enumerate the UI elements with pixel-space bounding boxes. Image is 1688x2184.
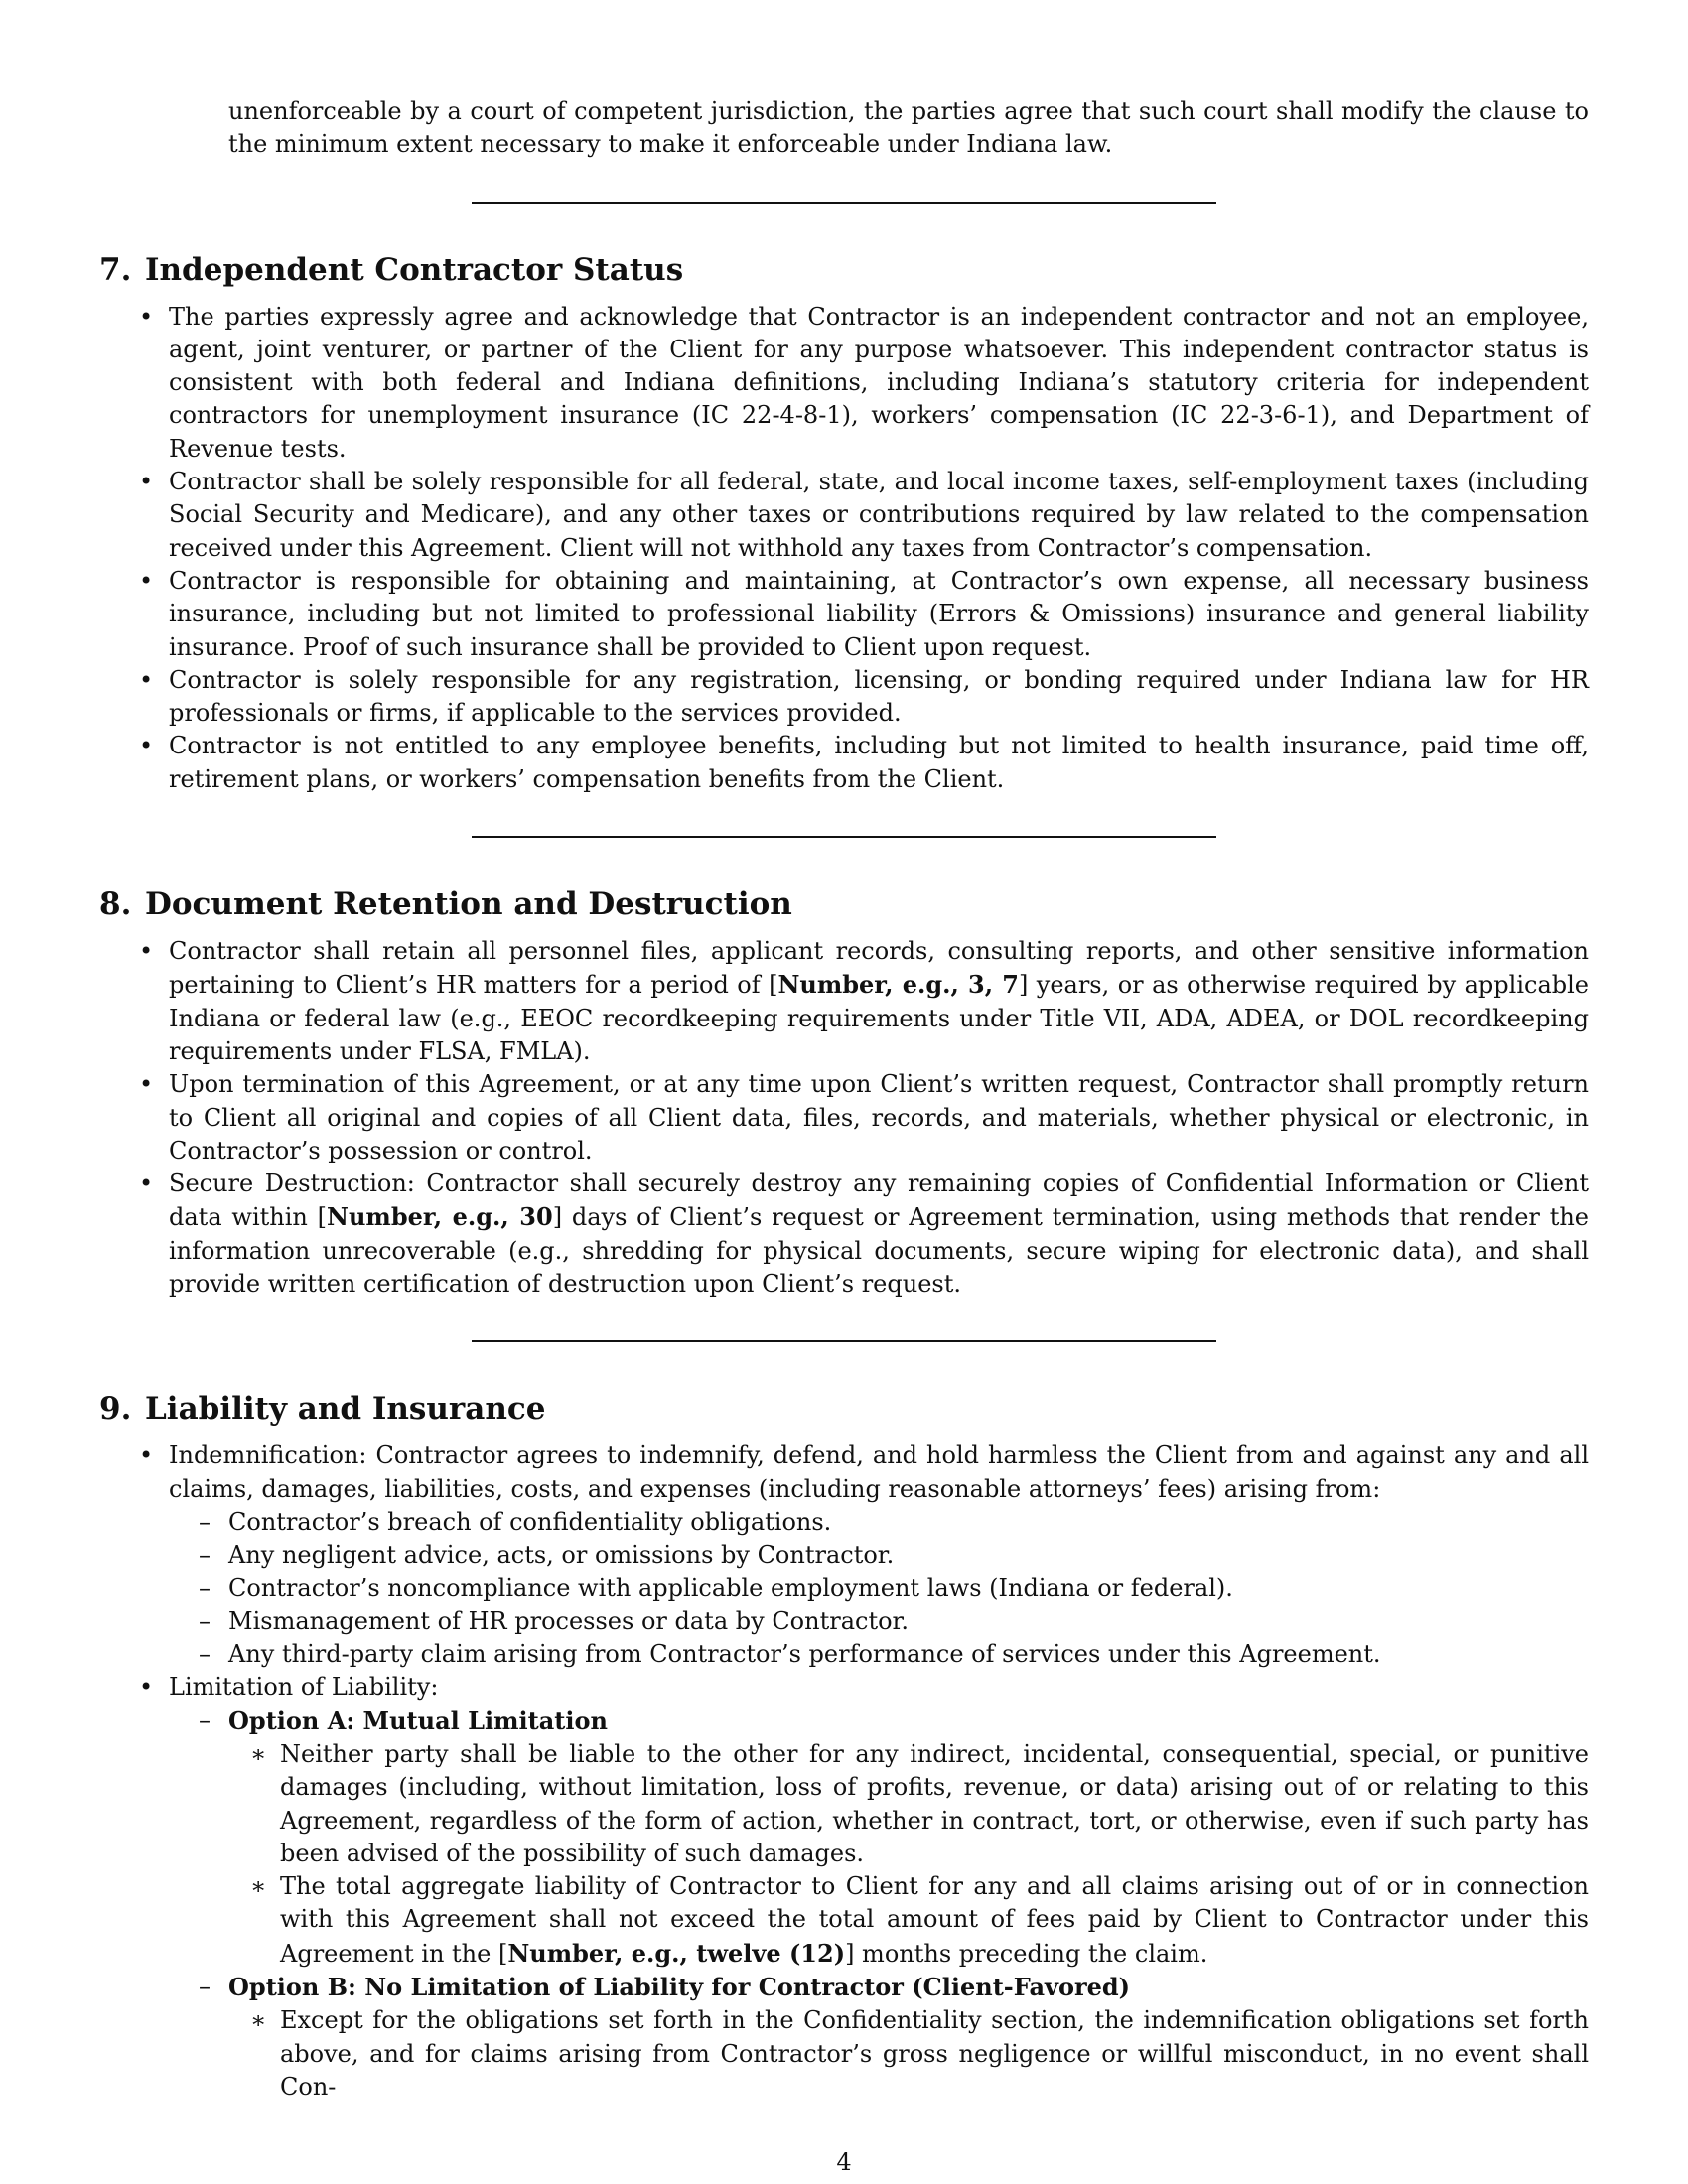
list-item-text: Contractor is not entitled to any employee benefits, including but not limited to health insurance, paid time off, retirement plans, or workers’ compensation benefits from the Client.	[169, 732, 1589, 793]
section-divider	[472, 1340, 1216, 1342]
bullet-marker: •	[139, 1441, 154, 1470]
bullet-marker: •	[139, 302, 154, 331]
bullet-marker: •	[139, 665, 154, 694]
limitation-sublist	[169, 1705, 1589, 2105]
list-item	[99, 301, 1589, 466]
section-number: 8.	[99, 887, 132, 923]
bullet-marker: •	[139, 566, 154, 595]
list-item-text: Upon termination of this Agreement, or at any time upon Client’s written request, Contractor shall promptly return to Client all original and copies of all Client data, files, records, and materials, whether physical or electronic, in Contractor’s possession or control.	[169, 1070, 1589, 1164]
sub-list-item	[169, 1506, 1589, 1539]
asterisk-marker: ∗	[250, 2006, 267, 2035]
section-number: 9.	[99, 1391, 132, 1428]
sub-sub-list-item	[228, 2004, 1589, 2104]
section-title: Liability and Insurance	[145, 1391, 546, 1428]
list-item-text: Contractor shall be solely responsible for all federal, state, and local income taxes, self-employment taxes (including Social Security and Medicare), and any other taxes or contributions required by law related to the compensation received under this Agreement. Client will not withhold any taxes from Contractor’s compensation.	[169, 468, 1589, 562]
option-b	[169, 1971, 1589, 2104]
sub-list-item	[169, 1572, 1589, 1605]
section-divider	[472, 836, 1216, 838]
option-a	[169, 1705, 1589, 1971]
option-a-title: Option A: Mutual Limitation	[228, 1706, 608, 1735]
section-9-list	[99, 1439, 1589, 2104]
placeholder-text: Number, e.g., 3, 7	[777, 970, 1019, 1000]
dash-marker: –	[199, 1541, 211, 1570]
section-number: 7.	[99, 251, 132, 288]
option-a-sublist	[228, 1738, 1589, 1971]
list-item-text: Contractor is responsible for obtaining and maintaining, at Contractor’s own expense, all necessary business insurance, including but not limited to professional liability (Errors & Omissions) insurance and general liability insurance. Proof of such insurance shall be provided to Client upon request.	[169, 566, 1589, 661]
sub-list-item-text: Any negligent advice, acts, or omissions by Contractor.	[228, 1541, 895, 1570]
section-title: Independent Contractor Status	[145, 251, 684, 288]
bullet-marker: •	[139, 732, 154, 760]
sub-sub-list-item-text: Except for the obligations set forth in the Confidentiality section, the indemnification obligations set forth above, and for claims arising from Contractor’s gross negligence or willful misconduct, in no event shall Con-	[280, 2006, 1589, 2101]
sub-list-item-text: Any third-party claim arising from Contractor’s performance of services under this Agreement.	[228, 1640, 1381, 1669]
section-8-list	[99, 935, 1589, 1300]
sub-list-item	[169, 1539, 1589, 1571]
bullet-marker: •	[139, 1070, 154, 1099]
list-item	[99, 565, 1589, 664]
list-item	[99, 935, 1589, 1068]
list-item	[99, 1167, 1589, 1300]
list-item	[99, 1068, 1589, 1167]
section-9-heading	[99, 1390, 1589, 1428]
placeholder-text: Number, e.g., 30	[327, 1202, 553, 1232]
bullet-marker: •	[139, 1673, 154, 1702]
sub-sub-list-item-text: ] months preceding the claim.	[845, 1939, 1208, 1968]
bullet-marker: •	[139, 1169, 154, 1198]
dash-marker: –	[199, 1573, 211, 1602]
section-7-list	[99, 301, 1589, 796]
bullet-marker: •	[139, 468, 154, 496]
sub-sub-list-item-text: The total aggregate liability of Contractor to Client for any and all claims arising out of or in connection with this Agreement shall not exceed the total amount of fees paid by Client to Contractor under this Agreement in the [	[280, 1872, 1589, 1968]
sub-sub-list-item	[228, 1738, 1589, 1870]
list-item-text: Secure Destruction: Contractor shall securely destroy any remaining copies of Confidential Information or Client data within [	[169, 1169, 1589, 1232]
sub-list-item-text: Contractor’s breach of confidentiality obligations.	[228, 1507, 832, 1536]
list-item-text: Indemnification: Contractor agrees to indemnify, defend, and hold harmless the Client from and against any and all claims, damages, liabilities, costs, and expenses (including reasonable attorneys’ fees) arising from:	[169, 1441, 1589, 1503]
asterisk-marker: ∗	[250, 1739, 267, 1768]
document-page	[99, 95, 1589, 2104]
option-b-sublist	[228, 2004, 1589, 2104]
list-item	[99, 466, 1589, 565]
option-b-title: Option B: No Limitation of Liability for Contractor (Client-Favored)	[228, 1973, 1131, 2002]
list-item-text: Limitation of Liability:	[169, 1673, 439, 1702]
asterisk-marker: ∗	[250, 1872, 267, 1901]
dash-marker: –	[199, 1973, 211, 2001]
list-item-text: ] days of Client’s request or Agreement termination, using methods that render the information unrecoverable (e.g., shredding for physical documents, secure wiping for electronic data), and shall provide written certification of destruction upon Client’s request.	[169, 1203, 1590, 1298]
list-item-text: ] years, or as otherwise required by applicable Indiana or federal law (e.g., EEOC recordkeeping requirements under Title VII, ADA, ADEA, or DOL recordkeeping requirements under FLSA, FMLA).	[169, 971, 1589, 1065]
dash-marker: –	[199, 1706, 211, 1734]
page-number: 4	[836, 2148, 852, 2176]
placeholder-text: Number, e.g., twelve (12)	[507, 1938, 846, 1968]
list-item	[99, 730, 1589, 796]
section-7-heading	[99, 251, 1589, 289]
list-item-text: The parties expressly agree and acknowledge that Contractor is an independent contractor and not an employee, agent, joint venturer, or partner of the Client for any purpose whatsoever. This independent contractor status is consistent with both federal and Indiana definitions, including Indiana’s statutory criteria for independent contractors for unemployment insurance (IC 22-4-8-1), workers’ compensation (IC 22-3-6-1), and Department of Revenue tests.	[169, 302, 1589, 463]
sub-list-item-text: Mismanagement of HR processes or data by Contractor.	[228, 1606, 910, 1635]
list-item	[99, 1439, 1589, 1671]
list-item-text: Contractor shall retain all personnel files, applicant records, consulting reports, and other sensitive information pertaining to Client’s HR matters for a period of [	[169, 937, 1589, 1000]
section-divider	[472, 202, 1216, 204]
sub-sub-list-item-text: Neither party shall be liable to the other for any indirect, incidental, consequential, special, or punitive damages (including, without limitation, loss of profits, revenue, or data) arising out of or relating to this Agreement, regardless of the form of action, whether in contract, tort, or otherwise, even if such party has been advised of the possibility of such damages.	[280, 1739, 1589, 1867]
intro-paragraph: unenforceable by a court of competent jurisdiction, the parties agree that such court shall modify the clause to the minimum extent necessary to make it enforceable under Indiana law.	[228, 97, 1589, 159]
section-title: Document Retention and Destruction	[145, 887, 792, 923]
section-8-heading	[99, 886, 1589, 923]
sub-sub-list-item	[228, 1870, 1589, 1971]
sub-list-item	[169, 1638, 1589, 1671]
sub-list-item	[169, 1605, 1589, 1638]
bullet-marker: •	[139, 937, 154, 966]
list-item	[99, 664, 1589, 731]
list-item-text: Contractor is solely responsible for any registration, licensing, or bonding required under Indiana law for HR professionals or firms, if applicable to the services provided.	[169, 665, 1589, 728]
indemnification-sublist	[169, 1506, 1589, 1671]
dash-marker: –	[199, 1507, 211, 1536]
sub-list-item-text: Contractor’s noncompliance with applicable employment laws (Indiana or federal).	[228, 1573, 1233, 1602]
dash-marker: –	[199, 1640, 211, 1669]
list-item	[99, 1671, 1589, 2104]
dash-marker: –	[199, 1606, 211, 1635]
